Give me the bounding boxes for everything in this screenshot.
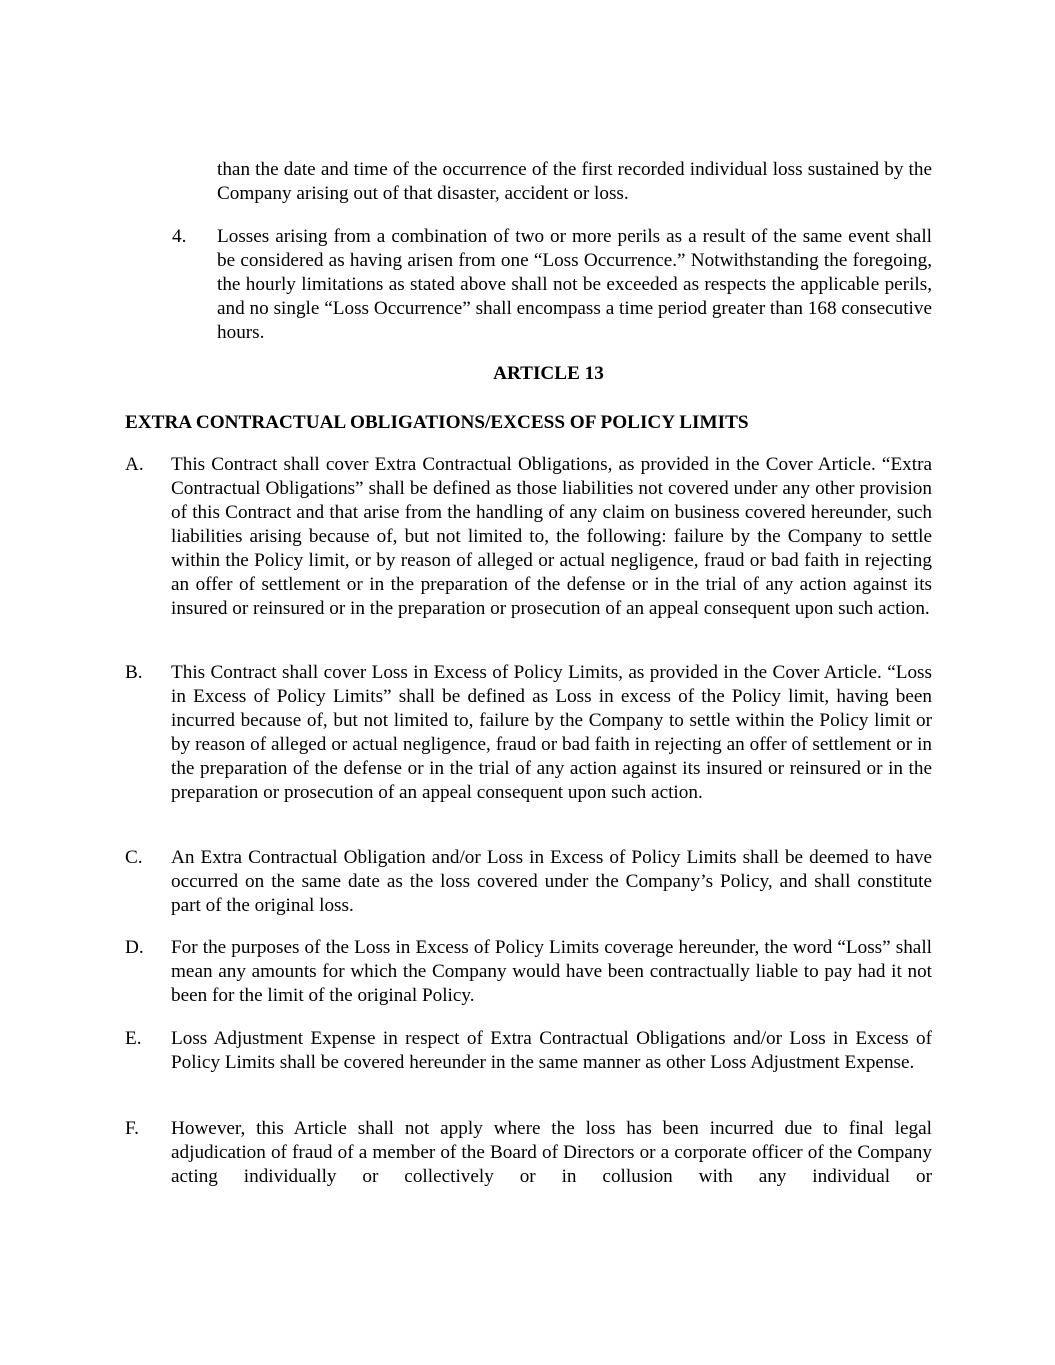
clause-letter: D. bbox=[125, 937, 144, 958]
item-text: Losses arising from a combination of two or more perils as a result of the same event shall be considered as having arisen from one “Loss Occurrence.” Notwithstanding the foregoing, the hourly limitations as stated above shall not be exceeded as respects the applicable perils, and no single “Loss Occurrence” shall encompass a time period greater than 168 consecutive hours. bbox=[217, 226, 932, 343]
clause-letter: F. bbox=[125, 1118, 139, 1139]
clause-text: This Contract shall cover Loss in Excess of Policy Limits, as provided in the Cover Article. “Loss in Excess of Policy Limits” shall be defined as Loss in excess of the Policy limit, having been incurred because of, but not limited to, failure by the Company to settle within the Policy limit or by reason of alleged or actual negligence, fraud or bad faith in rejecting an offer of settlement or in the preparation of the defense or in the trial of any action against its insured or reinsured or in the preparation or prosecution of an appeal consequent upon such action. bbox=[171, 662, 932, 803]
clause-c bbox=[125, 846, 932, 918]
clause-letter: E. bbox=[125, 1028, 142, 1049]
clause-letter: A. bbox=[125, 454, 144, 475]
continuation-paragraph: than the date and time of the occurrence of the first recorded individual loss sustained by the Company arising out of that disaster, accident or loss. bbox=[217, 159, 932, 204]
clause-text: For the purposes of the Loss in Excess of Policy Limits coverage hereunder, the word “Loss” shall mean any amounts for which the Company would have been contractually liable to pay had it not been for the limit of the original Policy. bbox=[171, 937, 932, 1006]
numbered-item-4 bbox=[172, 225, 932, 345]
clause-letter: C. bbox=[125, 847, 143, 868]
clause-text: This Contract shall cover Extra Contractual Obligations, as provided in the Cover Article. “Extra Contractual Obligations” shall be defined as those liabilities not covered under any other provision of this Contract and that arise from the handling of any claim on business covered hereunder, such liabilities arising because of, but not limited to, the following: failure by the Company to settle within the Policy limit, or by reason of alleged or actual negligence, fraud or bad faith in rejecting an offer of settlement or in the preparation of the defense or in the trial of any action against its insured or reinsured or in the preparation or prosecution of an appeal consequent upon such action. bbox=[171, 454, 932, 619]
item-number: 4. bbox=[172, 226, 187, 247]
article-title: EXTRA CONTRACTUAL OBLIGATIONS/EXCESS OF POLICY LIMITS bbox=[125, 412, 749, 433]
clause-e bbox=[125, 1027, 932, 1075]
clause-f bbox=[125, 1117, 932, 1189]
clause-letter: B. bbox=[125, 662, 143, 683]
clause-text: Loss Adjustment Expense in respect of Extra Contractual Obligations and/or Loss in Excess of Policy Limits shall be covered hereunder in the same manner as other Loss Adjustment Expense. bbox=[171, 1028, 932, 1073]
clause-b bbox=[125, 661, 932, 805]
clause-d bbox=[125, 936, 932, 1008]
clause-a bbox=[125, 453, 932, 621]
clause-text: However, this Article shall not apply where the loss has been incurred due to final legal adjudication of fraud of a member of the Board of Directors or a corporate officer of the Company acting individually or collectively or in collusion with any individual or bbox=[171, 1118, 932, 1187]
article-heading: ARTICLE 13 bbox=[493, 363, 604, 384]
clause-text: An Extra Contractual Obligation and/or Loss in Excess of Policy Limits shall be deemed to have occurred on the same date as the loss covered under the Company’s Policy, and shall constitute part of the original loss. bbox=[171, 847, 932, 916]
